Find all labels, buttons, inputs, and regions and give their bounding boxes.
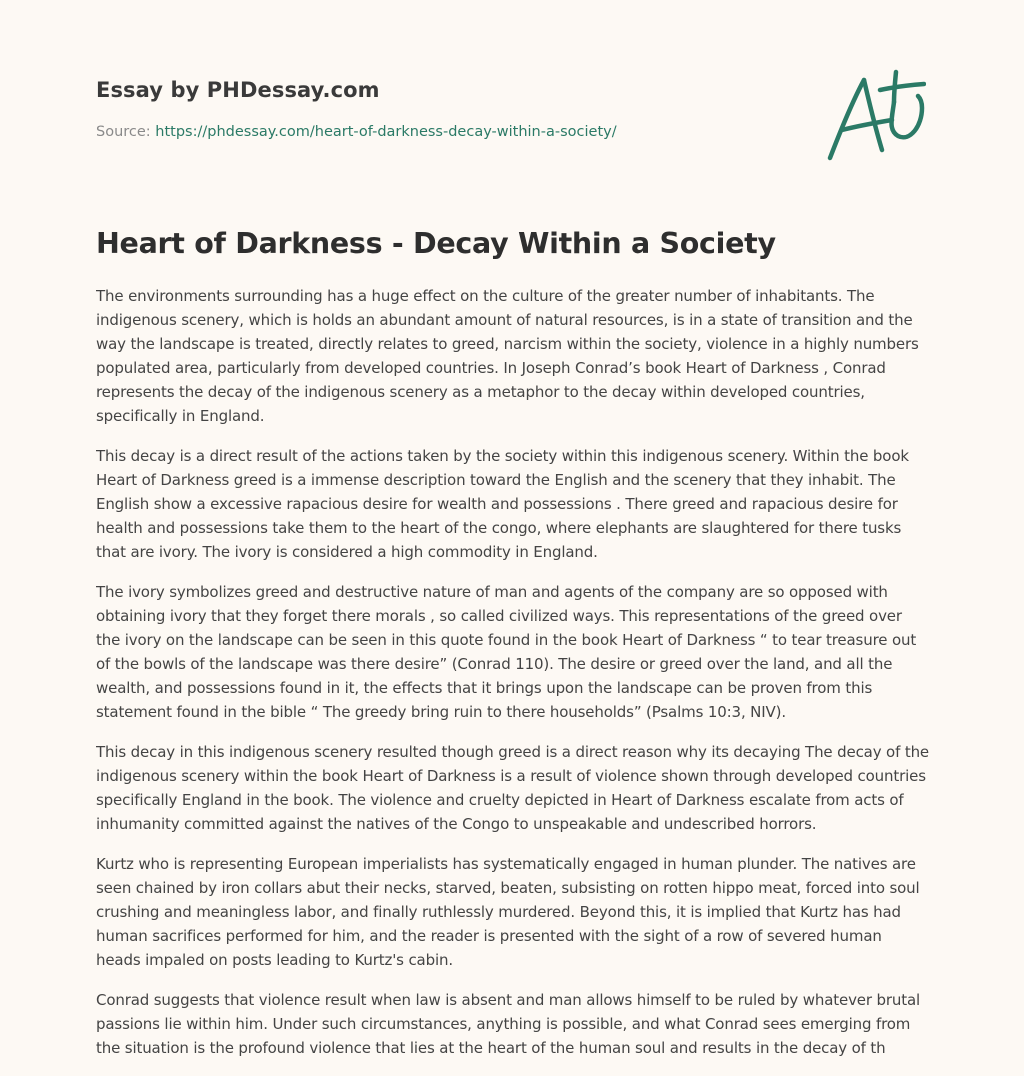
essay-body: [96, 284, 930, 1070]
essay-paragraph-4: This decay in this indigenous scenery resulted though greed is a direct reason why its decaying The decay of the indigenous scenery within the book Heart of Darkness is a result of violence shown through developed countries specifically England in the book. The violence and cruelty depicted in Heart of Darkness escalate from acts of inhumanity committed against the natives of the Congo to unspeakable and undescribed horrors.: [96, 743, 930, 833]
essay-paragraph-6: Conrad suggests that violence result when law is absent and man allows himself to be ruled by whatever brutal passions lie within him. Under such circumstances, anything is possible, and what Conrad sees emerging from the situation is the profound violence that lies at the heart of the human soul and results in the decay of th: [96, 991, 921, 1057]
source-label: Source:: [96, 124, 151, 140]
essay-paragraph-1: The environments surrounding has a huge effect on the culture of the greater number of inhabitants. The indigenous scenery, which is holds an abundant amount of natural resources, is in a state of transition and the way the landscape is treated, directly relates to greed, narcism within the society, violence in a highly numbers populated area, particularly from developed countries. In Joseph Conrad’s book Heart of Darkness , Conrad represents the decay of the indigenous scenery as a metaphor to the decay within developed countries, specifically in England.: [96, 287, 919, 425]
essay-title: Heart of Darkness - Decay Within a Society: [96, 227, 776, 260]
essay-paragraph-5: Kurtz who is representing European imperialists has systematically engaged in human plunder. The natives are seen chained by iron collars abut their necks, starved, beaten, subsisting on rotten hippo meat, forced into soul crushing and meaningless labor, and finally ruthlessly murdered. Beyond this, it is implied that Kurtz has had human sacrifices performed for him, and the reader is presented with the sight of a row of severed human heads impaled on posts leading to Kurtz's cabin.: [96, 855, 920, 969]
brand-title: Essay by PHDessay.com: [96, 78, 380, 102]
source-line: [96, 122, 736, 142]
essay-paragraph-2: This decay is a direct result of the actions taken by the society within this indigenous scenery. Within the book Heart of Darkness greed is a immense description toward the English and the scenery that they inhabit. The English show a excessive rapacious desire for wealth and possessions . There greed and rapacious desire for health and possessions take them to the heart of the congo, where elephants are slaughtered for there tusks that are ivory. The ivory is considered a high commodity in England.: [96, 447, 909, 561]
source-link[interactable]: https://phdessay.com/heart-of-darkness-decay-within-a-society/: [155, 124, 617, 140]
essay-paragraph-3: The ivory symbolizes greed and destructive nature of man and agents of the company are so opposed with obtaining ivory that they forget there morals , so called civilized ways. This representations of the greed over the ivory on the landscape can be seen in this quote found in the book Heart of Darkness “ to tear treasure out of the bowls of the landscape was there desire” (Conrad 110). The desire or greed over the land, and all the wealth, and possessions found in it, the effects that it brings upon the landscape can be proven from this statement found in the bible “ The greedy bring ruin to there households” (Psalms 10:3, NIV).: [96, 583, 917, 721]
a-plus-logo-icon: [822, 68, 926, 164]
essay-header: [96, 76, 736, 142]
